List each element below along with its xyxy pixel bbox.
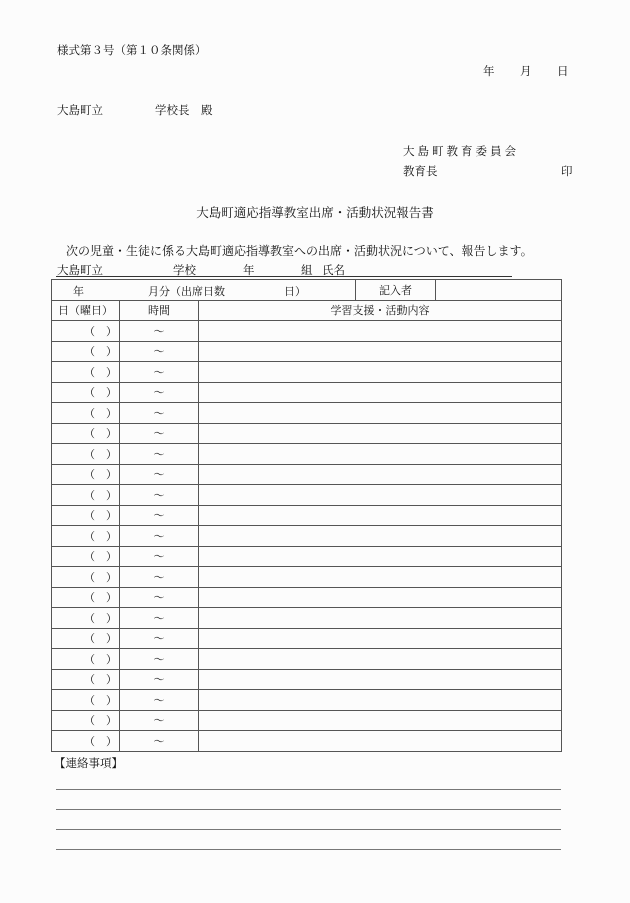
content-cell[interactable]: [199, 608, 562, 629]
time-cell[interactable]: ～: [120, 526, 199, 547]
day-cell[interactable]: （ ）: [52, 669, 120, 690]
day-cell[interactable]: （ ）: [52, 567, 120, 588]
time-cell[interactable]: ～: [120, 362, 199, 383]
note-line[interactable]: [56, 789, 561, 790]
table-row: [52, 567, 562, 588]
day-cell[interactable]: （ ）: [52, 403, 120, 424]
content-cell[interactable]: [199, 423, 562, 444]
time-cell[interactable]: ～: [120, 649, 199, 670]
content-cell[interactable]: [199, 710, 562, 731]
date-year-label: 年: [483, 64, 495, 78]
col-header-time: 時間: [120, 300, 199, 321]
content-cell[interactable]: [199, 362, 562, 383]
time-cell[interactable]: ～: [120, 608, 199, 629]
days-label: 日）: [284, 285, 306, 298]
content-cell[interactable]: [199, 690, 562, 711]
table-row: [52, 485, 562, 506]
content-cell[interactable]: [199, 649, 562, 670]
table-row: [52, 464, 562, 485]
recorder-field[interactable]: [436, 280, 562, 301]
day-cell[interactable]: （ ）: [52, 505, 120, 526]
time-cell[interactable]: ～: [120, 505, 199, 526]
grade-label: 年: [243, 263, 255, 277]
document-title: 大島町適応指導教室出席・活動状況報告書: [196, 205, 434, 220]
seal-mark: 印: [561, 164, 573, 178]
form-number: 様式第３号（第１０条関係）: [57, 43, 207, 57]
month-header-row: [52, 280, 562, 301]
day-cell[interactable]: （ ）: [52, 546, 120, 567]
content-cell[interactable]: [199, 444, 562, 465]
table-row: [52, 526, 562, 547]
content-cell[interactable]: [199, 464, 562, 485]
day-cell[interactable]: （ ）: [52, 444, 120, 465]
note-line[interactable]: [56, 809, 561, 810]
column-header-row: [52, 300, 562, 321]
intro-text: 次の児童・生徒に係る大島町適応指導教室への出席・活動状況について、報告します。: [66, 244, 533, 258]
day-cell[interactable]: （ ）: [52, 464, 120, 485]
year-label: 年: [73, 285, 84, 298]
table-row: [52, 690, 562, 711]
time-cell[interactable]: ～: [120, 710, 199, 731]
col-header-content: 学習支援・活動内容: [199, 300, 562, 321]
content-cell[interactable]: [199, 505, 562, 526]
content-cell[interactable]: [199, 628, 562, 649]
time-cell[interactable]: ～: [120, 423, 199, 444]
day-cell[interactable]: （ ）: [52, 649, 120, 670]
content-cell[interactable]: [199, 567, 562, 588]
content-cell[interactable]: [199, 485, 562, 506]
day-cell[interactable]: （ ）: [52, 628, 120, 649]
table-row: [52, 731, 562, 752]
col-header-day: 日（曜日）: [52, 300, 120, 321]
time-cell[interactable]: ～: [120, 382, 199, 403]
content-cell[interactable]: [199, 403, 562, 424]
student-info-line[interactable]: [56, 262, 512, 277]
day-cell[interactable]: （ ）: [52, 690, 120, 711]
day-cell[interactable]: （ ）: [52, 362, 120, 383]
day-cell[interactable]: （ ）: [52, 587, 120, 608]
table-row: [52, 403, 562, 424]
time-cell[interactable]: ～: [120, 567, 199, 588]
table-row: [52, 423, 562, 444]
time-cell[interactable]: ～: [120, 485, 199, 506]
table-row: [52, 669, 562, 690]
content-cell[interactable]: [199, 669, 562, 690]
month-summary-cell[interactable]: [52, 280, 356, 301]
month-label: 月分（出席日数: [148, 285, 225, 298]
table-row: [52, 710, 562, 731]
content-cell[interactable]: [199, 546, 562, 567]
time-cell[interactable]: ～: [120, 546, 199, 567]
issuer-org: 大島町教育委員会: [403, 144, 519, 158]
content-cell[interactable]: [199, 341, 562, 362]
class-label: 組: [301, 263, 313, 277]
day-cell[interactable]: （ ）: [52, 526, 120, 547]
time-cell[interactable]: ～: [120, 341, 199, 362]
attendance-table: [51, 279, 562, 752]
date-month-label: 月: [520, 64, 532, 78]
addressee-suffix: 学校長 殿: [155, 103, 213, 117]
time-cell[interactable]: ～: [120, 321, 199, 342]
time-cell[interactable]: ～: [120, 444, 199, 465]
addressee-prefix: 大島町立: [57, 103, 103, 117]
time-cell[interactable]: ～: [120, 669, 199, 690]
day-cell[interactable]: （ ）: [52, 731, 120, 752]
time-cell[interactable]: ～: [120, 731, 199, 752]
day-cell[interactable]: （ ）: [52, 382, 120, 403]
time-cell[interactable]: ～: [120, 403, 199, 424]
name-label: 氏名: [322, 263, 345, 277]
date-day-label: 日: [557, 64, 569, 78]
day-cell[interactable]: （ ）: [52, 321, 120, 342]
time-cell[interactable]: ～: [120, 690, 199, 711]
table-row: [52, 362, 562, 383]
table-row: [52, 444, 562, 465]
table-row: [52, 546, 562, 567]
content-cell[interactable]: [199, 382, 562, 403]
recorder-label: 記入者: [356, 280, 436, 301]
day-cell[interactable]: （ ）: [52, 423, 120, 444]
issuer-title: 教育長: [403, 164, 438, 178]
table-row: [52, 587, 562, 608]
school-prefix: 大島町立: [57, 263, 103, 277]
table-row: [52, 649, 562, 670]
day-cell[interactable]: （ ）: [52, 710, 120, 731]
time-cell[interactable]: ～: [120, 464, 199, 485]
note-line[interactable]: [56, 849, 561, 850]
school-label: 学校: [173, 263, 196, 277]
content-cell[interactable]: [199, 587, 562, 608]
notes-label: 【連絡事項】: [54, 756, 123, 770]
content-cell[interactable]: [199, 526, 562, 547]
table-row: [52, 382, 562, 403]
note-line[interactable]: [56, 829, 561, 830]
table-row: [52, 321, 562, 342]
time-cell[interactable]: ～: [120, 628, 199, 649]
content-cell[interactable]: [199, 731, 562, 752]
table-row: [52, 628, 562, 649]
time-cell[interactable]: ～: [120, 587, 199, 608]
day-cell[interactable]: （ ）: [52, 485, 120, 506]
table-row: [52, 608, 562, 629]
content-cell[interactable]: [199, 321, 562, 342]
day-cell[interactable]: （ ）: [52, 341, 120, 362]
table-row: [52, 505, 562, 526]
table-row: [52, 341, 562, 362]
day-cell[interactable]: （ ）: [52, 608, 120, 629]
